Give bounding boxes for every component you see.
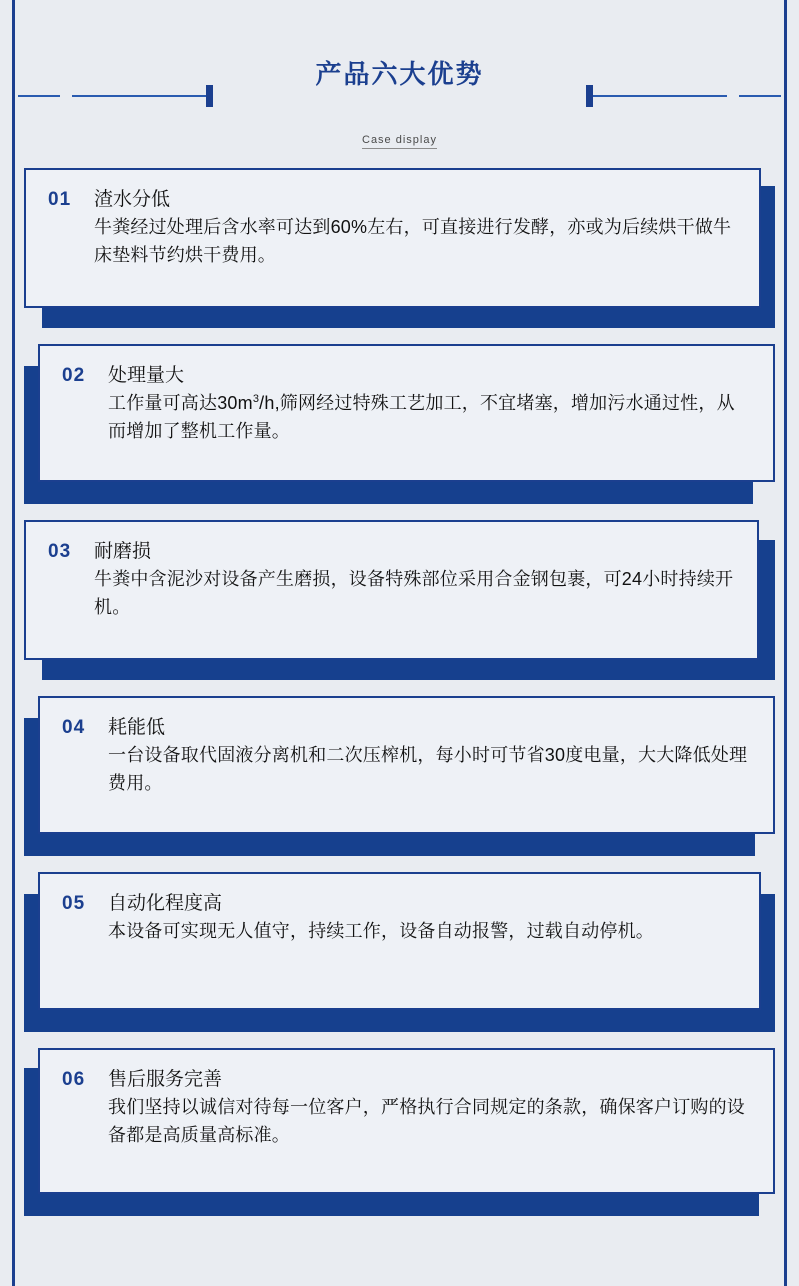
card-number: 04: [62, 717, 86, 738]
card-body: [38, 344, 775, 482]
card-text-pre: 工作量可高达30m: [108, 393, 253, 414]
card-number: 05: [62, 893, 86, 914]
header-rule-left-outer: [18, 95, 60, 97]
card-number: 01: [48, 189, 72, 210]
card-title: 耗能低: [108, 717, 166, 738]
card-text: 牛粪经过处理后含水率可达到60%左右，可直接进行发酵，亦或为后续烘干做牛床垫料节约烘干费用。: [94, 217, 732, 265]
card-body: [38, 872, 761, 1010]
card-text: 牛粪中含泥沙对设备产生磨损，设备特殊部位采用合金钢包裹，可24小时持续开机。: [94, 569, 734, 617]
card-text-post: /h,筛网经过特殊工艺加工，不宜堵塞，增加污水通过性，从而增加了整机工作量。: [108, 393, 735, 441]
page-header: [0, 0, 799, 168]
card-number: 06: [62, 1069, 86, 1090]
header-tick-left: [206, 85, 213, 107]
header-tick-right: [586, 85, 593, 107]
card-title: 渣水分低: [94, 189, 171, 210]
header-rule-right-outer: [739, 95, 781, 97]
card-text: 一台设备取代固液分离机和二次压榨机，每小时可节省30度电量，大大降低处理费用。: [108, 745, 748, 793]
header-rule-left-inner: [72, 95, 212, 97]
card-title: 处理量大: [108, 365, 185, 386]
card-number: 02: [62, 365, 86, 386]
card-body: [24, 168, 761, 308]
header-rule-right-inner: [587, 95, 727, 97]
card-text: 我们坚持以诚信对待每一位客户，严格执行合同规定的条款，确保客户订购的设备都是高质量高标准。: [108, 1097, 745, 1145]
advantage-card-05: [24, 872, 775, 1032]
advantage-card-list: [0, 168, 799, 1208]
advantage-card-06: [24, 1048, 775, 1208]
page-title: 产品六大优势: [315, 59, 484, 89]
card-body: [24, 520, 759, 660]
advantage-card-01: [24, 168, 775, 328]
advantage-card-03: [24, 520, 775, 680]
card-text: [108, 390, 751, 445]
advantage-card-02: [24, 344, 775, 504]
card-text-superscript: 3: [252, 393, 260, 406]
advantage-card-04: [24, 696, 775, 856]
header-subtitle: [0, 134, 799, 146]
card-body: [38, 696, 775, 834]
card-title: 售后服务完善: [108, 1069, 223, 1090]
header-subtitle-text: Case display: [362, 134, 437, 149]
card-number: 03: [48, 541, 72, 562]
card-body: [38, 1048, 775, 1194]
card-title: 耐磨损: [94, 541, 152, 562]
card-text: 本设备可实现无人值守，持续工作，设备自动报警，过载自动停机。: [108, 921, 654, 942]
card-title: 自动化程度高: [108, 893, 223, 914]
